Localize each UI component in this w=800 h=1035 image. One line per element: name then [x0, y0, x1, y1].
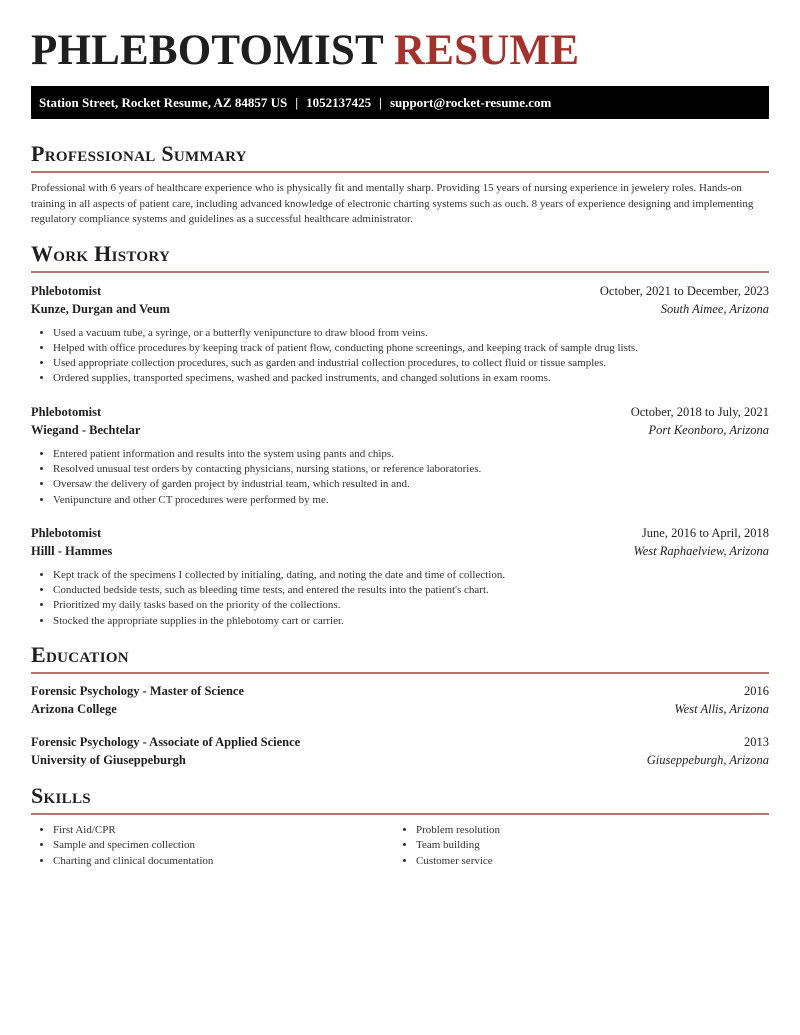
job-company: Kunze, Durgan and Veum [31, 301, 170, 316]
job-bullet: • Kept track of the specimens I collected by initialing, dating, and noting the date and time of collection. [53, 568, 769, 583]
job-title: Phlebotomist [31, 525, 102, 540]
job-entry [31, 282, 769, 387]
work-history-heading: Work History [31, 240, 171, 266]
summary-text: Professional with 6 years of healthcare experience who is physically fit and mentally sharp. Providing 15 years of nursing experience in jewelery roles. Hands-on training in all aspects of patient care, including advanced knowledge of electronic charting systems such as ouch. 8 years of experience designing and implementing regulatory compliance systems and guidelines as a successful healthcare administrator. [31, 182, 754, 225]
job-bullet: • Stocked the appropriate supplies in the phlebotomy cart or carrier. [53, 614, 769, 629]
job-bullet: • Conducted bedside tests, such as bleeding time tests, and entered the results into the patient's chart. [53, 583, 769, 598]
job-company: Hilll - Hammes [31, 543, 113, 558]
job-bullet: • Used appropriate collection procedures, such as garden and industrial collection procedures, to collect fluid or tissue samples. [53, 356, 769, 371]
skill-item: • Problem resolution [416, 823, 757, 838]
job-dates: June, 2016 to April, 2018 [641, 525, 769, 540]
work-history-section [31, 241, 769, 630]
education-entry [31, 682, 769, 718]
job-bullets [31, 568, 769, 629]
section-divider [31, 813, 769, 815]
skills-column-left [31, 823, 394, 869]
summary-heading: Professional Summary [31, 141, 247, 166]
title-part-1: PHLEBOTOMIST [31, 27, 384, 74]
education-year: 2016 [744, 684, 769, 699]
job-bullets [31, 447, 769, 508]
skills-column-right [394, 823, 757, 869]
job-bullet: • Prioritized my daily tasks based on the priority of the collections. [53, 598, 769, 613]
job-entry [31, 403, 769, 508]
education-year: 2013 [744, 735, 769, 750]
job-bullet: • Ordered supplies, transported specimens, washed and packed instruments, and changed solutions in exam rooms. [53, 371, 769, 386]
job-bullet: • Oversaw the delivery of garden project by industrial team, which resulted in and. [53, 477, 769, 492]
job-dates: October, 2018 to July, 2021 [630, 404, 769, 419]
job-dates: October, 2021 to December, 2023 [599, 283, 769, 298]
skills-grid [31, 823, 769, 869]
education-section [31, 642, 769, 769]
section-divider [31, 271, 769, 273]
job-bullet: • Used a vacuum tube, a syringe, or a butterfly venipuncture to draw blood from veins. [53, 326, 769, 341]
education-location: Giuseppeburgh, Arizona [646, 753, 769, 768]
education-school: Arizona College [31, 702, 117, 717]
job-entry [31, 524, 769, 629]
contact-email: support@rocket-resume.com [389, 95, 552, 110]
job-bullet: • Helped with office procedures by keeping track of patient flow, conducting phone screenings, and keeping track of sample drug lists. [53, 341, 769, 356]
education-location: West Allis, Arizona [674, 702, 769, 717]
summary-section [31, 141, 769, 228]
title-part-2: RESUME [394, 27, 580, 74]
skill-item: • Team building [416, 838, 757, 853]
skill-item: • Charting and clinical documentation [53, 854, 394, 869]
contact-address: Station Street, Rocket Resume, AZ 84857 US [39, 95, 288, 110]
education-heading: Education [31, 642, 129, 668]
skill-item: • Customer service [416, 854, 757, 869]
resume-title [31, 0, 769, 77]
job-location: West Raphaelview, Arizona [633, 543, 769, 558]
section-divider [31, 672, 769, 674]
education-school: University of Giuseppeburgh [31, 753, 186, 768]
contact-bar [31, 86, 769, 119]
job-company: Wiegand - Bechtelar [31, 422, 141, 437]
contact-separator: | [379, 95, 382, 110]
job-bullets [31, 326, 769, 387]
section-divider [31, 171, 769, 173]
job-title: Phlebotomist [31, 404, 102, 419]
skills-heading: Skills [31, 783, 91, 809]
job-location: South Aimee, Arizona [660, 301, 769, 316]
skill-item: • Sample and specimen collection [53, 838, 394, 853]
education-degree: Forensic Psychology - Associate of Applied Science [31, 735, 301, 750]
job-bullet: • Venipuncture and other CT procedures were performed by me. [53, 493, 769, 508]
job-location: Port Keonboro, Arizona [648, 422, 769, 437]
contact-separator: | [295, 95, 299, 110]
skills-section [31, 783, 769, 869]
education-degree: Forensic Psychology - Master of Science [31, 684, 245, 699]
education-entry [31, 733, 769, 769]
job-bullet: • Resolved unusual test orders by contacting physicians, nursing stations, or reference laboratories. [53, 462, 769, 477]
skill-item: • First Aid/CPR [53, 823, 394, 838]
contact-phone: 1052137425 [306, 95, 372, 110]
resume-page [31, 0, 769, 869]
job-title: Phlebotomist [31, 283, 102, 298]
job-bullet: • Entered patient information and results into the system using pants and chips. [53, 447, 769, 462]
